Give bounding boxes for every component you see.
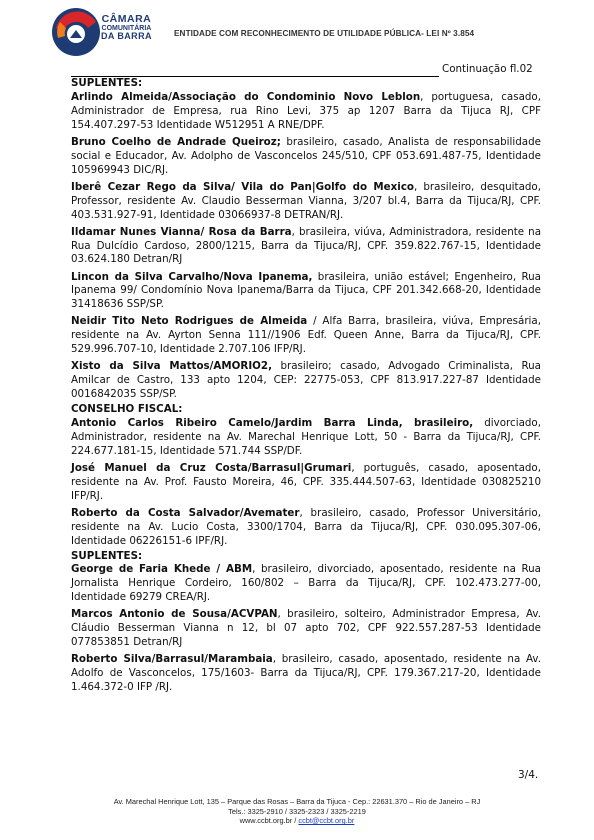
entry-name: Antonio Carlos Ribeiro Camelo/Jardim Barra Linda, brasileiro, — [71, 416, 474, 429]
entry-text: brasileira, união estável; Engenheiro, Rua Ipanema 99/ Condomínio Nova Ipanema/Barra da Tijuca, CPF 201.342.668-20, Identidade 31418636 SSP/SP. — [71, 270, 541, 311]
footer-separator: / — [292, 816, 299, 826]
entry-name: Xisto da Silva Mattos/AMORIO2, — [71, 360, 272, 373]
document-body — [71, 77, 541, 698]
entry-paragraph — [71, 417, 541, 459]
entry-paragraph — [71, 181, 541, 223]
entry-name: Roberto da Costa Salvador/Avemater — [71, 506, 300, 519]
entry-name: Ildamar Nunes Vianna/ Rosa da Barra — [71, 225, 292, 238]
section-heading: SUPLENTES: — [71, 77, 143, 89]
entry-name: Arlindo Almeida/Associação do Condominio Novo Leblon — [71, 90, 421, 103]
entry-paragraph — [71, 315, 541, 357]
footer-address: Av. Marechal Henrique Lott, 135 – Parque das Rosas – Barra da Tijuca - Cep.: 22631.370 – Rio de Janeiro – RJ — [113, 797, 481, 806]
logo-wordmark — [101, 14, 152, 42]
continuation-rule — [71, 62, 439, 77]
entry-text: , brasileira, viúva, Administradora, residente na Rua Dulcídio Cardoso, 2800/1215, Barra da Tijuca/RJ, CPF. 359.822.767-15, Identidade 03.624.180 Detran/RJ — [71, 225, 542, 266]
page-footer — [0, 797, 594, 826]
entry-paragraph — [71, 360, 541, 402]
letterhead — [48, 2, 568, 58]
entry-text: , brasileiro, casado, aposentado, residente na Av. Adolfo de Vasconcelos, 175/1603- Barra da Tijuca/RJ, CPF. 179.367.217-20, Identidade 1.464.372-0 IFP /RJ. — [71, 653, 541, 694]
section-heading: CONSELHO FISCAL: — [71, 403, 183, 416]
entry-paragraph — [71, 608, 541, 650]
entry-text: , brasileiro, solteiro, Administrador Empresa, Av. Cláudio Besserman Vianna n 12, bl 07 apto 702, CPF 922.557.287-53 Identidade 077853851 Detran/RJ — [71, 608, 541, 649]
entry-name: Bruno Coelho de Andrade Queiroz; — [71, 135, 281, 148]
email-link[interactable]: ccbt@ccbt.org.br — [298, 816, 355, 826]
entry-name: George de Faria Khede / ABM — [71, 563, 253, 576]
entry-paragraph — [71, 226, 541, 268]
entry-paragraph — [71, 136, 541, 178]
entry-text: brasileiro; casado, Advogado Criminalista, Rua Amilcar de Castro, 133 apto 1204, CEP: 22775-053, CPF 813.917.227-87 Identidade 0016842035 SSP/SP. — [71, 360, 541, 401]
logo-line-1: CÂMARA — [101, 13, 152, 25]
footer-phones: Tels.: 3325-2910 / 3325-2323 / 3325-2219 — [228, 806, 366, 816]
page-number: 3/4. — [518, 769, 539, 781]
entry-text: / Alfa Barra, brasileira, viúva, Empresária, residente na Av. Ayrton Senna 111//1906 Edf. Queen Anne, Barra da Tijuca/RJ, CPF. 529.996.707-10, Identidade 2.707.106 IFP/RJ. — [71, 315, 541, 356]
section-heading: SUPLENTES: — [71, 549, 143, 562]
entry-name: Roberto Silva/Barrasul/Marambaia — [71, 653, 273, 666]
entry-text: , brasileiro, desquitado, Professor, residente Av. Claudio Besserman Vianna, 3/207 bl.4, Barra da Tijuca/RJ, CPF. 403.531.927-91, Identidade 03066937-8 DETRAN/RJ. — [71, 180, 541, 221]
website-link[interactable]: www.ccbt.org.br — [239, 816, 293, 826]
logo-line-3: DA BARRA — [101, 31, 152, 42]
entry-paragraph — [71, 653, 541, 695]
header-title: ENTIDADE COM RECONHECIMENTO DE UTILIDADE PÚBLICA- LEI Nº 3.854 — [174, 29, 475, 38]
entry-paragraph — [71, 271, 541, 313]
entry-name: Lincon da Silva Carvalho/Nova Ipanema, — [71, 270, 313, 283]
camara-logo-icon — [48, 2, 104, 58]
logo-line-2: COMUNITÁRIA — [101, 25, 152, 33]
entry-text: , português, casado, aposentado, residente na Av. Prof. Fausto Moreira, 46, CPF. 335.444.507-63, Identidade 030825210 IFP/RJ. — [71, 461, 541, 502]
entry-name: Iberê Cezar Rego da Silva/ Vila do Pan|Golfo do Mexico — [71, 180, 415, 193]
entry-text: , brasileiro, divorciado, aposentado, residente na Rua Jornalista Henrique Cordeiro, 160/802 – Barra da Tijuca/RJ, CPF. 102.473.277-00, Identidade 69279 CREA/RJ. — [71, 563, 541, 604]
entry-text: , portuguesa, casado, Administrador de Empresa, rua Rino Levi, 375 ap 1207 Barra da Tijuca RJ, CPF 154.407.297-53 Identidade W512951 A RNE/DPF. — [71, 90, 541, 131]
entry-paragraph — [71, 462, 541, 504]
entry-name: Marcos Antonio de Sousa/ACVPAN — [71, 608, 278, 621]
continuation-label: Continuação fl.02 — [442, 63, 533, 75]
entry-text: , brasileiro, casado, Professor Universitário, residente na Av. Lucio Costa, 3300/1704, Barra da Tijuca/RJ, CPF. 030.095.307-06, Identidade 06226151-6 IPF/RJ. — [71, 506, 541, 547]
entry-paragraph — [71, 563, 541, 605]
footer-links — [0, 816, 594, 826]
entry-paragraph — [71, 507, 541, 549]
entry-paragraph — [71, 91, 541, 133]
entry-name: Neidir Tito Neto Rodrigues de Almeida — [71, 315, 308, 328]
entry-text: brasileiro, casado, Analista de responsabilidade social e Educador, Av. Adolpho de Vasconcelos 245/510, CPF 053.691.487-75, Identidade 105969943 DIC/RJ. — [71, 135, 541, 176]
entry-name: José Manuel da Cruz Costa/Barrasul|Grumari — [71, 461, 352, 474]
entry-text: divorciado, Administrador, residente na Av. Marechal Henrique Lott, 50 - Barra da Tijuca/RJ, CPF. 224.677.181-15, Identidade 571.744 SSP/DF. — [71, 416, 541, 457]
